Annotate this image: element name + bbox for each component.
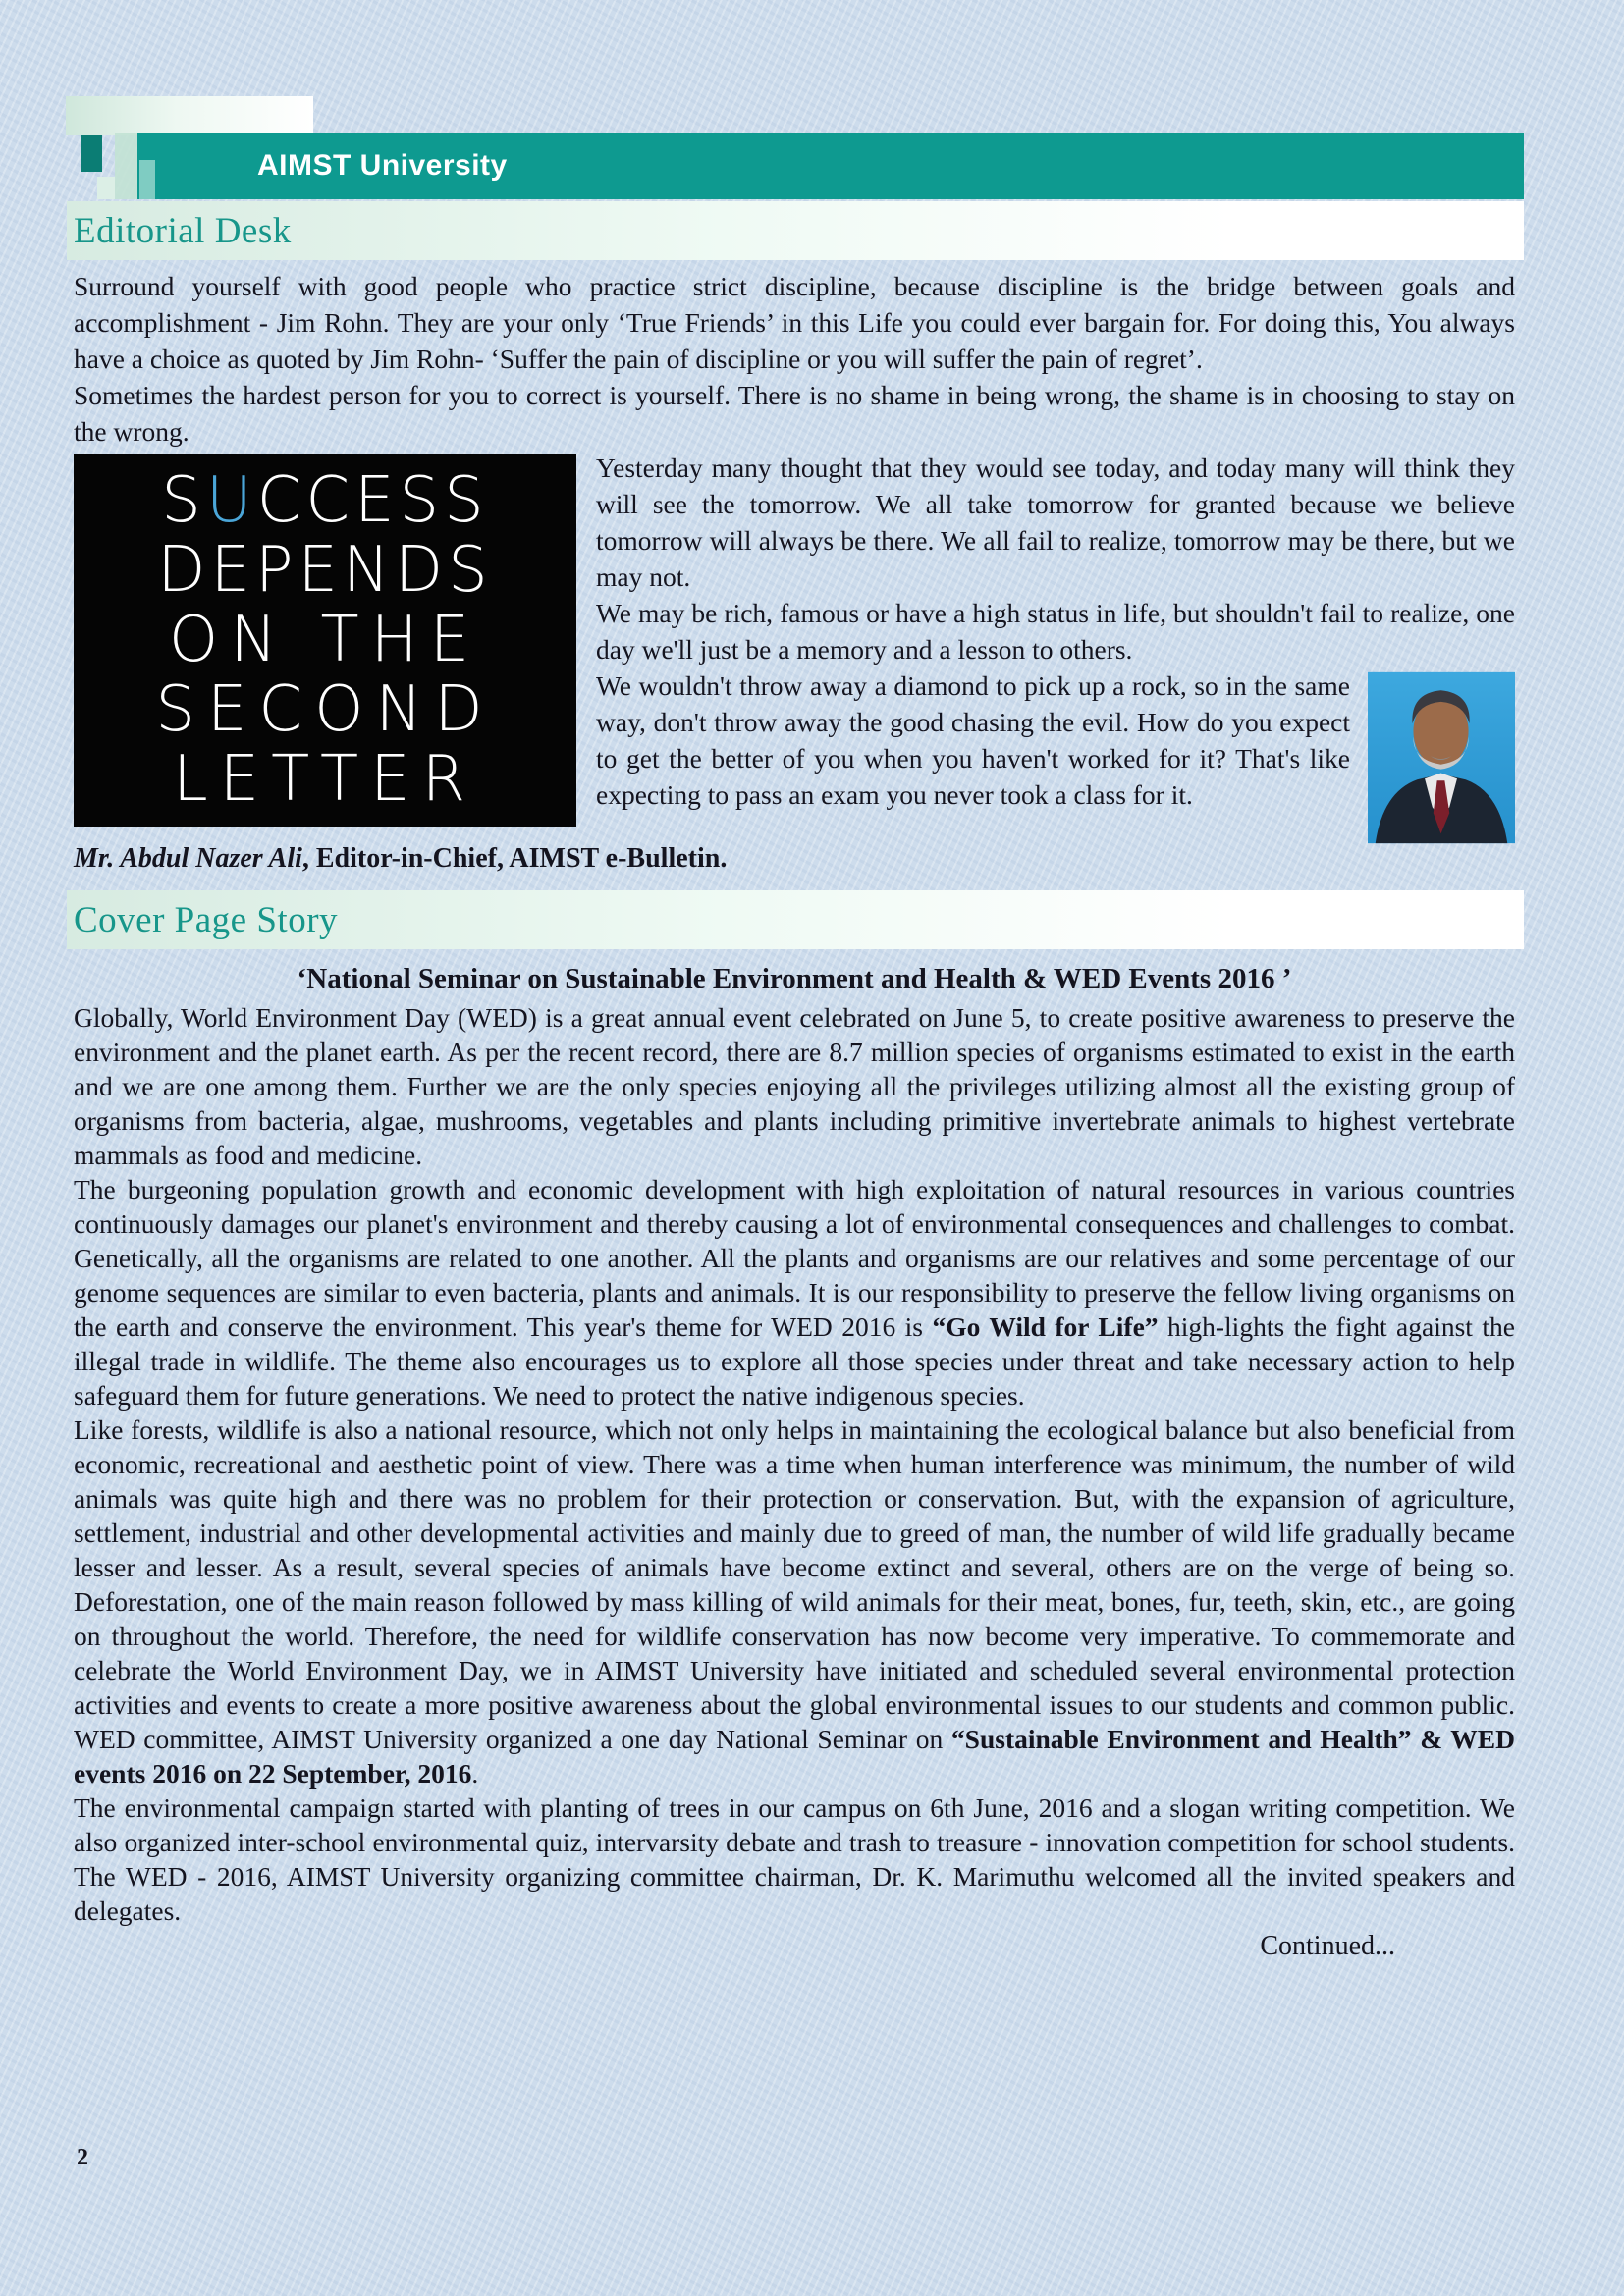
- header-deco-square-dark: [81, 135, 102, 172]
- quote-line-4: SECOND: [155, 672, 495, 746]
- editor-name: Mr. Abdul Nazer Ali: [74, 843, 302, 874]
- success-quote-image: [74, 454, 576, 827]
- quote-line-2: DEPENDS: [157, 533, 493, 607]
- editorial-float-section: [74, 450, 1515, 877]
- editorial-paragraph-2: Sometimes the hardest person for you to correct is yourself. There is no shame in being wrong, the shame is in choosing to stay on the wrong.: [74, 380, 1515, 447]
- editorial-desk-band: [67, 201, 1524, 260]
- header-gradient-block: [66, 96, 313, 135]
- cover-paragraph-b: The burgeoning population growth and economic development with high exploitation of natural resources in various countries continuously damages our planet's environment and thereby causing a lot of environmental consequences and challenges to combat. Genetically, all the organisms are related to one another. All the plants and organisms are our relatives and some percentage of our genome sequences are similar to even bacteria, plants and animals. It is our responsibility to preserve the fellow living organisms on the earth and conserve the environment. This year's theme for WED 2016 is “Go Wild for Life” high-lights the fight against the illegal trade in wildlife. The theme also encourages us to explore all those species under threat and take necessary action to help safeguard them for future generations. We need to protect the native indigenous species.: [74, 1174, 1516, 1411]
- quote-line1-post: CCESS: [256, 463, 489, 537]
- cover-story-body: [67, 961, 1524, 1963]
- header-banner: [137, 133, 1524, 199]
- quote-line-1: [74, 463, 576, 537]
- cover-page-story-heading: Cover Page Story: [74, 899, 339, 940]
- quote-line-3: ON THE: [168, 603, 482, 676]
- editorial-paragraph-3: Yesterday many thought that they would see today, and today many will think they will see the tomorrow. We all take tomorrow for granted because we believe tomorrow will always be there. We all fail to realize, tomorrow may be there, but we may not.: [596, 453, 1515, 592]
- page-number: 2: [77, 2145, 88, 2170]
- header-deco-square-mid: [139, 160, 155, 199]
- editorial-byline: [74, 830, 1515, 877]
- quote-line-5: LETTER: [172, 742, 478, 816]
- header-deco-square-low: [97, 177, 115, 199]
- quote-line1-pre: S: [161, 463, 206, 537]
- editorial-desk-heading: Editorial Desk: [74, 210, 292, 251]
- cover-paragraph-d: The environmental campaign started with planting of trees in our campus on 6th June, 2016 and a slogan writing competition. We also organized inter-school environmental quiz, intervarsity debate and trash to treasure - innovation competition for school students. The WED - 2016, AIMST University organizing committee chairman, Dr. K. Marimuthu welcomed all the invited speakers and delegates.: [74, 1792, 1515, 1926]
- cover-paragraph-c: Like forests, wildlife is also a national resource, which not only helps in maintaining the ecological balance but also beneficial from economic, recreational and aesthetic point of view. There was a time when human interference was minimum, the number of wild animals was quite high and there was no problem for their protection or conservation. But, with the expansion of agriculture, settlement, industrial and other developmental activities and mainly due to greed of man, the number of wild life gradually became lesser and lesser. As a result, several species of animals have become extinct and several, others are on the verge of being so. Deforestation, one of the main reason followed by mass killing of wild animals for their meat, bones, fur, teeth, skin, etc., are going on throughout the world. Therefore, the need for wildlife conservation has now become very imperative. To commemorate and celebrate the World Environment Day, we in AIMST University have initiated and scheduled several environmental protection activities and events to create a more positive awareness about the global environmental issues to our students and common public. WED committee, AIMST University organized a one day National Seminar on “Sustainable Environment and Health” & WED events 2016 on 22 September, 2016.: [74, 1415, 1515, 1789]
- cover-page-story-band: [67, 890, 1524, 949]
- editorial-paragraph-4: We may be rich, famous or have a high status in life, but shouldn't fail to realize, one day we'll just be a memory and a lesson to others.: [596, 598, 1515, 665]
- editor-photo: [1368, 669, 1515, 846]
- continued-note: Continued...: [1260, 1931, 1395, 1961]
- editorial-body: [67, 268, 1524, 877]
- editorial-paragraph-1: Surround yourself with good people who practice strict discipline, because discipline is the bridge between goals and accomplishment - Jim Rohn. They are your only ‘True Friends’ in this Life you could ever bargain for. For doing this, You always have a choice as quoted by Jim Rohn- ‘Suffer the pain of discipline or you will suffer the pain of regret’.: [74, 271, 1515, 374]
- university-name: AIMST University: [257, 149, 508, 182]
- quote-accent-letter: U: [205, 463, 257, 537]
- header-deco-square-pale: [115, 133, 139, 199]
- seminar-title: ‘National Seminar on Sustainable Environment and Health & WED Events 2016 ’: [297, 963, 1292, 994]
- editorial-paragraph-5-text: We wouldn't throw away a diamond to pick up a rock, so in the same way, don't throw away the good chasing the evil. How do you expect to get the better of you when you haven't worked for it? That's like expecting to pass an exam you never took a class for it.: [596, 670, 1350, 810]
- editor-role: , Editor-in-Chief, AIMST e-Bulletin.: [301, 843, 728, 874]
- page-content: [67, 201, 1524, 1963]
- cover-paragraph-a: Globally, World Environment Day (WED) is a great annual event celebrated on June 5, to create positive awareness to preserve the environment and the planet earth. As per the recent record, there are 8.7 million species of organisms estimated to exist in the earth and we are one among them. Further we are the only species enjoying all the privileges utilizing almost all the existing group of organisms from bacteria, algae, mushrooms, vegetables and plants including primitive invertebrate animals to highest vertebrate mammals as food and medicine.: [74, 1002, 1515, 1170]
